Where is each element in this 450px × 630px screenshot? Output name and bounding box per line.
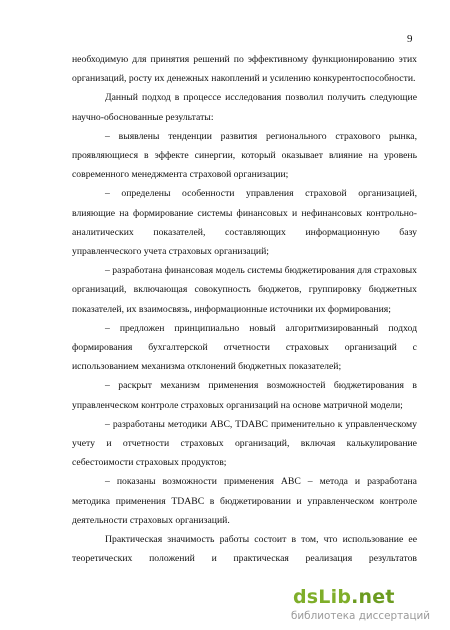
body-text bbox=[72, 50, 417, 568]
watermark-subtitle: библиотека диссертаций bbox=[291, 610, 431, 622]
watermark-logo-domain: .net bbox=[351, 586, 395, 608]
paragraph-5: – разработана финансовая модель системы бюджетирования для страховых организаций, включающая совокупность бюджетов, группировку бюджетных показателей, их взаимосвязь, информационные источники их формирования; bbox=[72, 265, 417, 315]
paragraph-4: – определены особенности управления страховой организацией, влияющие на формирование системы финансовых и нефинансовых контрольно-аналитических показателей, составляющих информационную базу управленческого учета страховых организаций; bbox=[72, 188, 417, 258]
page-number: 9 bbox=[407, 33, 413, 45]
paragraph-2: Данный подход в процессе исследования позволил получить следующие научно-обоснованные результаты: bbox=[72, 92, 417, 123]
paragraph-6: – предложен принципиально новый алгоритмизированный подход формирования бухгалтерской отчетности страховых организаций с использованием механизма отклонений бюджетных показателей; bbox=[72, 322, 417, 373]
paragraph-3: – выявлены тенденции развития регионального страхового рынка, проявляющиеся в эффекте синергии, который оказывает влияние на уровень современного менеджмента страховой организации; bbox=[72, 130, 417, 181]
watermark-logo-name: dsLib bbox=[293, 586, 352, 608]
paragraph-1: необходимую для принятия решений по эффективному функционированию этих организаций, росту их денежных накоплений и усилению конкурентоспособности. bbox=[72, 54, 417, 85]
watermark bbox=[293, 586, 443, 626]
paragraph-7: – раскрыт механизм применения возможностей бюджетирования в управленческом контроле страховых организаций на основе матричной модели; bbox=[72, 380, 417, 411]
watermark-logo bbox=[293, 586, 395, 608]
paragraph-9: – показаны возможности применения ABC – метода и разработана методика применения TDABC в бюджетировании и управленческом контроле деятельности страховых организаций. bbox=[72, 476, 417, 526]
paragraph-10: Практическая значимость работы состоит в том, что использование ее теоретических положений и практическая реализация результатов bbox=[72, 534, 417, 565]
paragraph-8: – разработаны методики ABC, TDABC применительно к управленческому учету и отчетности страховых организаций, включая калькулирование себестоимости страховых продуктов; bbox=[72, 418, 417, 469]
